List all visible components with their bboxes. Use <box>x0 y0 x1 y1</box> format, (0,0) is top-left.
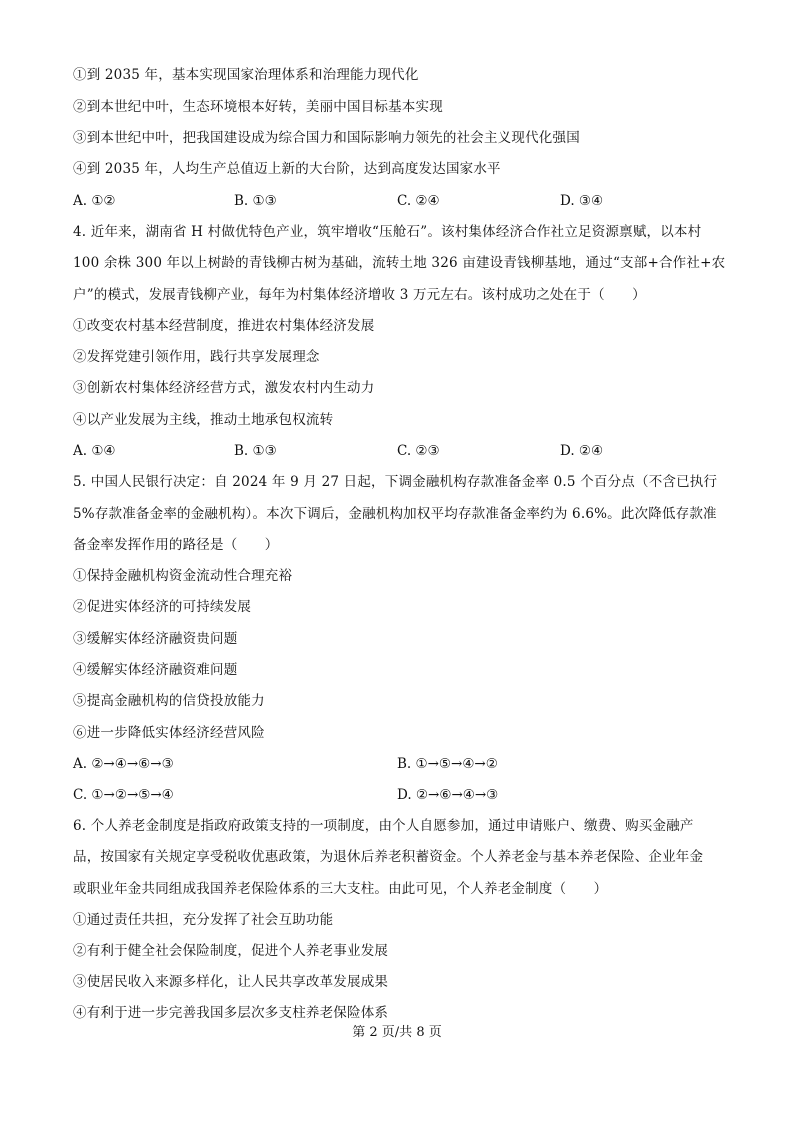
q4-option-a: A. ①④ <box>73 443 116 459</box>
q5-statement-4: ④缓解实体经济融资难问题 <box>73 662 238 678</box>
q4-option-b: B. ①③ <box>234 443 277 459</box>
q6-stem-line-2: 品，按国家有关规定享受税收优惠政策，为退休后养老积蓄资金。个人养老金与基本养老保险、企业年金 <box>73 849 704 865</box>
q5-statement-3: ③缓解实体经济融资贵问题 <box>73 631 238 647</box>
q5-statement-2: ②促进实体经济的可持续发展 <box>73 599 252 615</box>
q6-statement-2: ②有利于健全社会保险制度，促进个人养老事业发展 <box>73 943 389 959</box>
q4-statement-4: ④以产业发展为主线，推动土地承包权流转 <box>73 412 334 428</box>
q3-option-d: D. ③④ <box>560 193 604 209</box>
q6-statement-3: ③使居民收入来源多样化，让人民共享改革发展成果 <box>73 974 389 990</box>
q3-option-c: C. ②④ <box>397 193 440 209</box>
q5-statement-6: ⑥进一步降低实体经济经营风险 <box>73 725 265 741</box>
q5-option-a: A. ②→④→⑥→③ <box>73 756 174 772</box>
q6-statement-1: ①通过责任共担，充分发挥了社会互助功能 <box>73 912 334 928</box>
q6-stem-line-1: 6. 个人养老金制度是指政府政策支持的一项制度，由个人自愿参加，通过申请账户、缴费、购买金融产 <box>73 818 694 834</box>
q5-option-b: B. ①→⑤→④→② <box>397 756 498 772</box>
q3-option-b: B. ①③ <box>234 193 277 209</box>
q5-option-d: D. ②→⑥→④→③ <box>397 787 499 803</box>
q6-stem-line-3: 或职业年金共同组成我国养老保险体系的三大支柱。由此可见，个人养老金制度（ ） <box>73 881 608 897</box>
q4-option-d: D. ②④ <box>560 443 604 459</box>
q4-stem-line-1: 4. 近年来，湖南省 H 村做优特色产业，筑牢增收“压舱石”。该村集体经济合作社立足资源禀赋，以本村 <box>73 224 702 240</box>
q3-statement-1: ①到 2035 年，基本实现国家治理体系和治理能力现代化 <box>73 67 419 83</box>
q4-statement-1: ①改变农村基本经营制度，推进农村集体经济发展 <box>73 318 375 334</box>
q4-option-c: C. ②③ <box>397 443 440 459</box>
q3-statement-2: ②到本世纪中叶，生态环境根本好转，美丽中国目标基本实现 <box>73 99 443 115</box>
q5-stem-line-1: 5. 中国人民银行决定：自 2024 年 9 月 27 日起，下调金融机构存款准备金率 0.5 个百分点（不含已执行 <box>73 474 718 490</box>
q6-statement-4: ④有利于进一步完善我国多层次多支柱养老保险体系 <box>73 1005 389 1021</box>
q3-statement-3: ③到本世纪中叶，把我国建设成为综合国力和国际影响力领先的社会主义现代化强国 <box>73 130 580 146</box>
page-number-footer: 第 2 页/共 8 页 <box>352 1025 442 1040</box>
q5-statement-5: ⑤提高金融机构的信贷投放能力 <box>73 693 265 709</box>
q3-statement-4: ④到 2035 年，人均生产总值迈上新的大台阶，达到高度发达国家水平 <box>73 161 501 177</box>
q4-statement-3: ③创新农村集体经济经营方式，激发农村内生动力 <box>73 380 375 396</box>
q4-statement-2: ②发挥党建引领作用，践行共享发展理念 <box>73 349 320 365</box>
q4-stem-line-3: 户”的模式，发展青钱柳产业，每年为村集体经济增收 3 万元左右。该村成功之处在于（ ） <box>73 287 646 303</box>
q5-statement-1: ①保持金融机构资金流动性合理充裕 <box>73 568 293 584</box>
q3-option-a: A. ①② <box>73 193 116 209</box>
q5-option-c: C. ①→②→⑤→④ <box>73 787 174 803</box>
q5-stem-line-3: 备金率发挥作用的路径是（ ） <box>73 537 279 553</box>
q4-stem-line-2: 100 余株 300 年以上树龄的青钱柳古树为基础，流转土地 326 亩建设青钱柳基地，通过“支部+合作社+农 <box>73 255 726 271</box>
q5-stem-line-2: 5%存款准备金率的金融机构）。本次下调后，金融机构加权平均存款准备金率约为 6.6%。此次降低存款准 <box>73 506 717 522</box>
